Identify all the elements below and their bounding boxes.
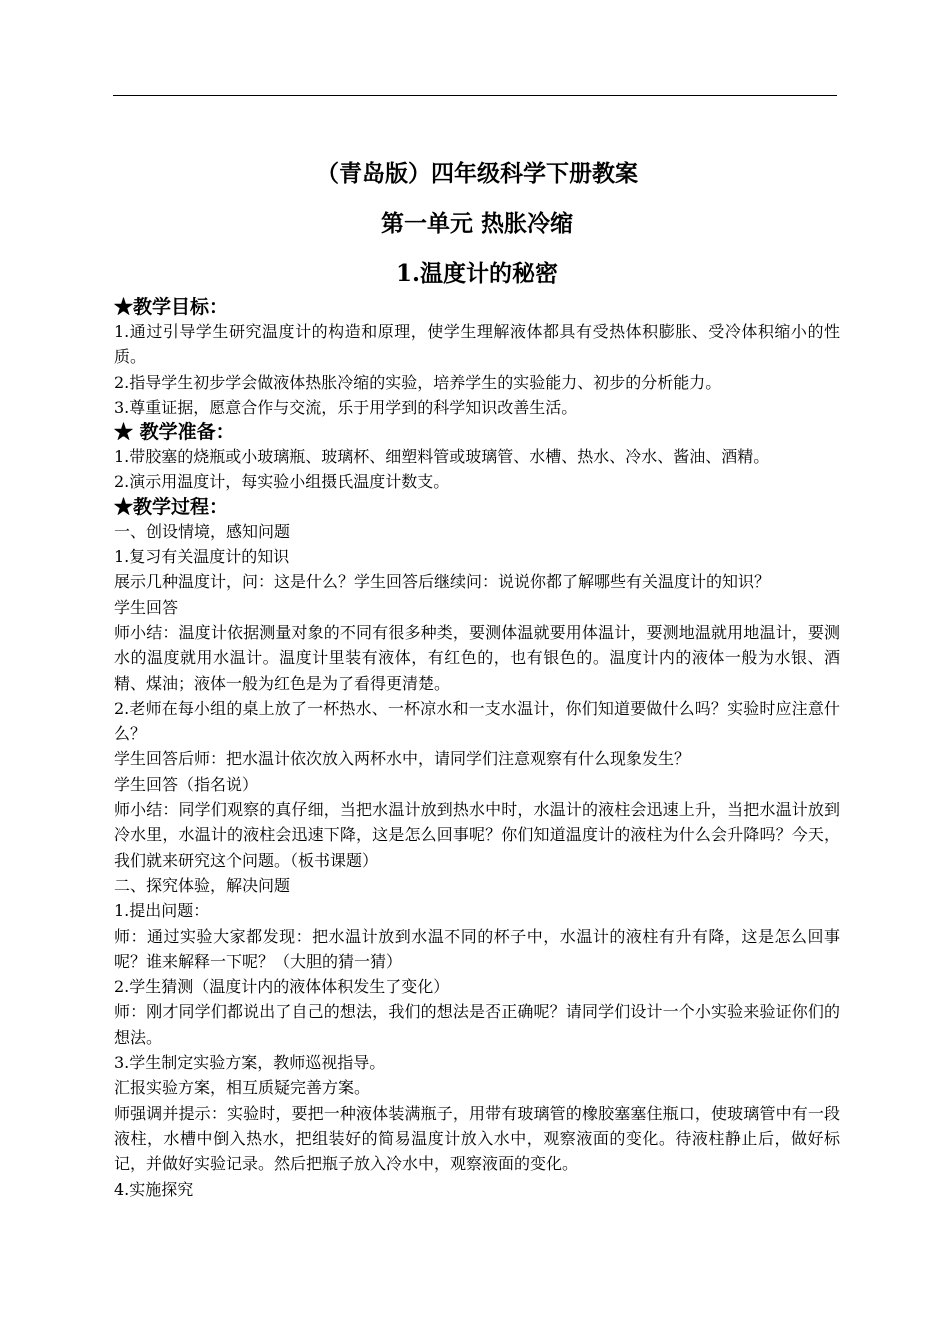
process-item: 2.学生猜测（温度计内的液体体积发生了变化） (114, 977, 450, 997)
section-goals (114, 295, 840, 420)
prep-heading: ★ 教学准备： (114, 421, 235, 444)
goal-item: 3.尊重证据，愿意合作与交流，乐于用学到的科学知识改善生活。 (114, 397, 578, 417)
process-item: 师小结：温度计依据测量对象的不同有很多种类，要测体温就要用体温计，要测地温就用地温计，要测水的温度就用水温计。温度计里装有液体，有红色的，也有银色的。温度计内的液体一般为水银、酒精、煤油；液体一般为红色是为了看得更清楚。 (114, 622, 840, 693)
process-item: 师强调并提示：实验时，要把一种液体装满瓶子，用带有玻璃管的橡胶塞塞住瓶口，使玻璃管中有一段液柱，水槽中倒入热水，把组装好的简易温度计放入水中，观察液面的变化。待液柱静止后，做好标记，并做好实验记录。然后把瓶子放入冷水中，观察液面的变化。 (114, 1103, 840, 1174)
section-process (114, 495, 840, 1202)
goal-item: 2.指导学生初步学会做液体热胀冷缩的实验，培养学生的实验能力、初步的分析能力。 (114, 372, 722, 392)
process-heading: ★教学过程： (114, 495, 229, 518)
goal-item: 1.通过引导学生研究温度计的构造和原理，使学生理解液体都具有受热体积膨胀、受冷体积缩小的性质。 (114, 322, 840, 367)
process-item: 汇报实验方案，相互质疑完善方案。 (114, 1078, 371, 1098)
process-item: 师：通过实验大家都发现：把水温计放到水温不同的杯子中，水温计的液柱有升有降，这是怎么回事呢？谁来解释一下呢？（大胆的猜一猜） (114, 926, 840, 971)
process-item: 4.实施探究 (114, 1179, 194, 1199)
process-item: 师小结：同学们观察的真仔细，当把水温计放到热水中时，水温计的液柱会迅速上升，当把水温计放到冷水里，水温计的液柱会迅速下降，这是怎么回事呢？你们知道温度计的液柱为什么会升降吗？今天，我们就来研究这个问题。（板书课题） (114, 800, 840, 870)
process-item: 二、探究体验，解决问题 (114, 875, 291, 895)
document-body (114, 155, 840, 1202)
document-title: （青岛版）四年级科学下册教案 (316, 160, 638, 187)
process-item: 师：刚才同学们都说出了自己的想法，我们的想法是否正确呢？请同学们设计一个小实验来验证你们的想法。 (114, 1002, 840, 1047)
process-item: 1.提出问题： (114, 901, 210, 921)
process-item: 学生回答（指名说） (114, 774, 259, 794)
process-item: 学生回答 (114, 597, 179, 617)
unit-title: 第一单元 热胀冷缩 (380, 210, 573, 237)
goals-heading: ★教学目标： (114, 296, 229, 318)
prep-item: 2.演示用温度计，每实验小组摄氏温度计数支。 (114, 472, 450, 492)
prep-item: 1.带胶塞的烧瓶或小玻璃瓶、玻璃杯、细塑料管或玻璃管、水槽、热水、冷水、酱油、酒精。 (114, 447, 770, 467)
process-item: 3.学生制定实验方案，教师巡视指导。 (114, 1053, 386, 1073)
process-item: 1.复习有关温度计的知识 (114, 547, 290, 567)
process-item: 一、创设情境，感知问题 (114, 521, 291, 541)
process-item: 学生回答后师：把水温计依次放入两杯水中，请同学们注意观察有什么现象发生？ (114, 749, 691, 769)
process-item: 展示几种温度计，问：这是什么？学生回答后继续问：说说你都了解哪些有关温度计的知识？ (114, 572, 771, 592)
header-rule (113, 95, 837, 96)
lesson-title: 1.温度计的秘密 (395, 260, 558, 287)
section-prep (114, 420, 840, 495)
process-item: 2.老师在每小组的桌上放了一杯热水、一杯凉水和一支水温计，你们知道要做什么吗？实验时应注意什么？ (114, 698, 840, 744)
